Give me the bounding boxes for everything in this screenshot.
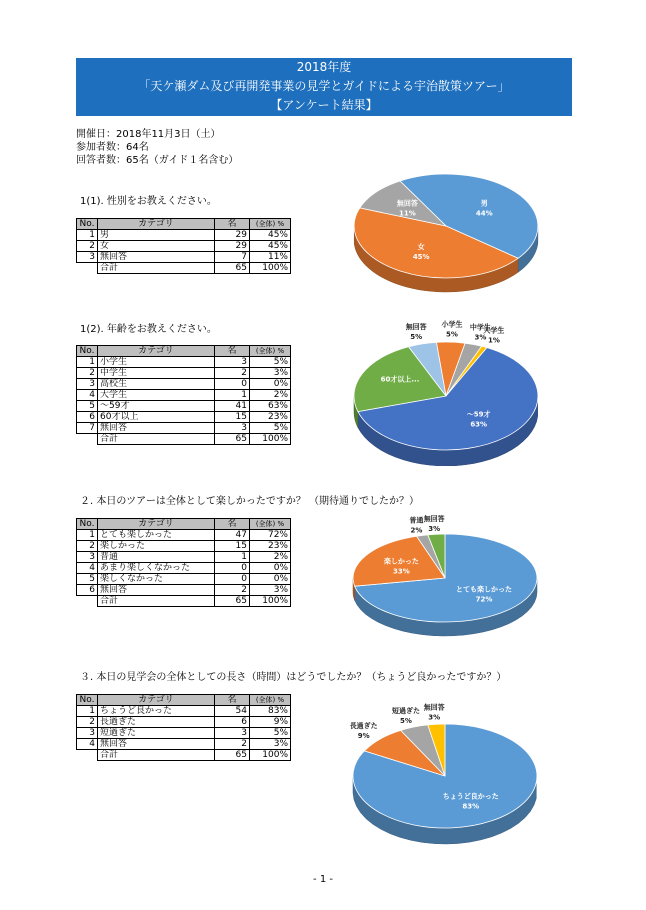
title-subtitle: 【アンケート結果】 [270, 98, 378, 112]
pie-label: ～59才 [466, 410, 491, 419]
table-age [76, 345, 291, 445]
table-row: 2 女 29 45% [77, 241, 291, 252]
table-header-row: No. カテゴリ 名 (全体) % [77, 519, 291, 530]
col-pct: (全体) % [250, 219, 291, 230]
table-satisfaction [76, 518, 291, 607]
pie-label: 男 [480, 199, 488, 208]
table-row: 4 無回答 2 3% [77, 739, 291, 750]
question-1-1: 1(1). 性別をお教えください。 [80, 196, 217, 207]
event-meta [76, 128, 238, 167]
table-header-row: No. カテゴリ 名 (全体) % [77, 695, 291, 706]
pie-pct-label: 1% [487, 336, 500, 345]
pie-pct-label: 63% [470, 420, 488, 429]
pie-label: ちょうど良かった [442, 792, 499, 801]
question-2: ２. 本日のツアーは全体として楽しかったですか？ （期待通りでしたか？） [80, 496, 420, 507]
table-row: 3 普通 1 2% [77, 552, 291, 563]
table-row: 4 あまり楽しくなかった 0 0% [77, 563, 291, 574]
title-banner [76, 58, 572, 116]
table-total-row: 合計 65 100% [77, 750, 291, 761]
pie-label: 中学生 [469, 323, 491, 332]
pie-pct-label: 3% [474, 333, 487, 342]
pie-label: 無回答 [396, 199, 418, 208]
pie-label: 短過ぎた [392, 706, 420, 715]
pie-chart-satisfaction [340, 500, 550, 650]
table-row: 1 ちょうど良かった 54 83% [77, 706, 291, 717]
title-year: 2018年度 [296, 60, 352, 74]
pie-label: 小学生 [441, 320, 463, 329]
table-row: 6 60才以上 15 23% [77, 412, 291, 423]
pie-pct-label: 9% [357, 732, 370, 740]
pie-label: 60才以上... [380, 375, 420, 384]
table-row: 6 無回答 2 3% [77, 585, 291, 596]
pie-pct-label: 5% [410, 332, 423, 341]
table-row: 3 短過ぎた 3 5% [77, 728, 291, 739]
pie-pct-label: 44% [475, 209, 493, 218]
pie-chart-duration [340, 696, 550, 846]
table-row: 2 楽しかった 15 23% [77, 541, 291, 552]
pie-pct-label: 3% [428, 713, 441, 722]
question-1-2: 1(2). 年齢をお教えください。 [80, 324, 217, 335]
table-row: 1 とても楽しかった 47 72% [77, 530, 291, 541]
pie-pct-label: 83% [462, 802, 480, 811]
pie-label: 長過ぎた [349, 722, 378, 730]
table-row: 1 男 29 45% [77, 230, 291, 241]
pie-chart-age [346, 306, 556, 466]
table-row: 5 楽しくなかった 0 0% [77, 574, 291, 585]
table-total-row: 合計 65 100% [77, 263, 291, 274]
col-no: No. [77, 219, 98, 230]
pie-pct-label: 2% [410, 526, 423, 535]
pie-label: 無回答 [423, 515, 445, 524]
pie-label: 大学生 [483, 326, 505, 335]
participant-count: 参加者数：64名 [76, 142, 149, 153]
table-total-row: 合計 65 100% [77, 434, 291, 445]
pie-pct-label: 3% [428, 525, 441, 534]
pie-pct-label: 72% [475, 595, 493, 604]
col-category: カテゴリ [98, 219, 215, 230]
table-row: 7 無回答 3 5% [77, 423, 291, 434]
question-3: ３. 本日の見学会の全体としての長さ（時間）はどうでしたか？（ちょうど良かったですか？） [80, 672, 507, 683]
table-row: 2 長過ぎた 6 9% [77, 717, 291, 728]
table-row: 3 無回答 7 11% [77, 252, 291, 263]
col-count: 名 [215, 219, 250, 230]
table-row: 5 ～59才 41 63% [77, 401, 291, 412]
table-duration [76, 694, 291, 761]
pie-label: 女 [417, 242, 425, 251]
table-total-row: 合計 65 100% [77, 596, 291, 607]
pie-label: 普通 [409, 516, 424, 525]
table-row: 2 中学生 2 3% [77, 368, 291, 379]
pie-label: 楽しかった [383, 557, 419, 566]
title-main: 「天ケ瀬ダム及び再開発事業の見学とガイドによる宇治散策ツアー」 [138, 79, 510, 93]
table-row: 3 高校生 0 0% [77, 379, 291, 390]
pie-pct-label: 33% [393, 567, 410, 576]
event-date: 開催日：2018年11月3日（土） [76, 129, 221, 140]
pie-pct-label: 11% [399, 209, 416, 218]
pie-label: とても楽しかった [456, 585, 512, 594]
table-header-row: No. カテゴリ 名 (全体) % [77, 346, 291, 357]
pie-pct-label: 5% [400, 716, 412, 725]
pie-pct-label: 45% [412, 252, 430, 261]
table-gender [76, 218, 291, 274]
pie-pct-label: 5% [446, 330, 458, 339]
pie-chart-gender [346, 166, 546, 296]
respondent-count: 回答者数：65名（ガイド１名含む） [76, 155, 239, 166]
table-row: 1 小学生 3 5% [77, 357, 291, 368]
table-row: 4 大学生 1 2% [77, 390, 291, 401]
pie-label: 無回答 [405, 322, 427, 331]
page-number: - 1 - [313, 874, 333, 885]
pie-label: 無回答 [423, 703, 445, 712]
table-header-row [77, 219, 291, 230]
